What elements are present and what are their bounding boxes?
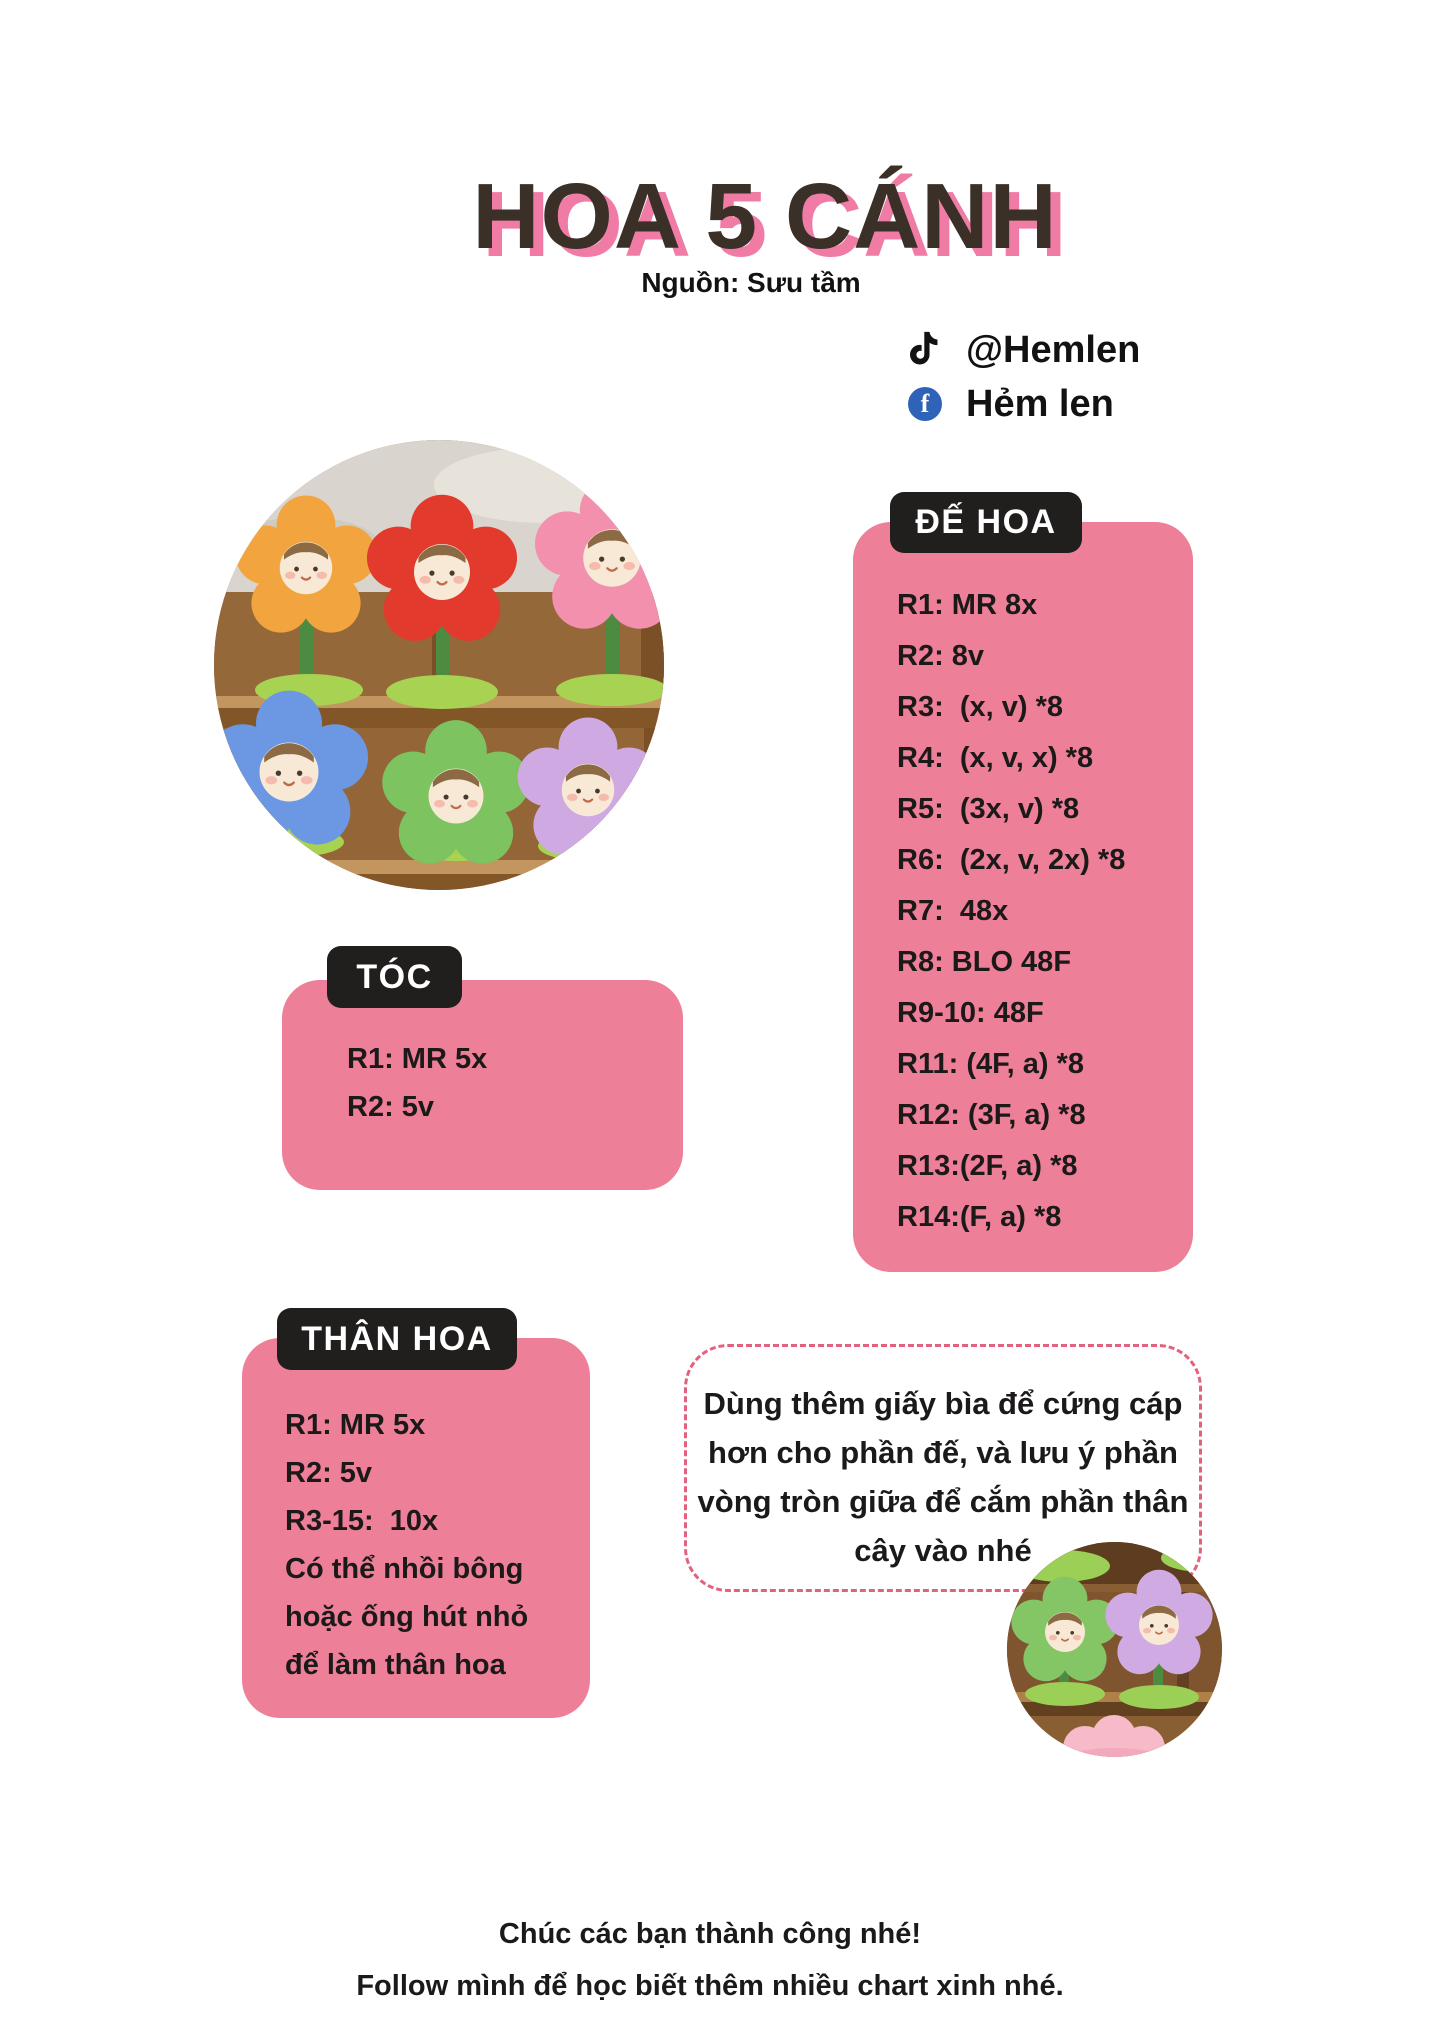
tiktok-icon	[908, 329, 942, 371]
section-header-than-hoa: THÂN HOA	[277, 1308, 517, 1370]
pattern-row: R13:(2F, a) *8	[897, 1150, 1078, 1182]
social-links	[908, 329, 1140, 425]
source-subtitle: Nguồn: Sưu tầm	[641, 267, 861, 298]
page-title: HOA 5 CÁNH	[472, 164, 1058, 268]
section-box-than-hoa	[242, 1338, 590, 1718]
tip-note-line: vòng tròn giữa để cắm phần thân	[697, 1484, 1189, 1519]
pattern-row: R1: MR 5x	[347, 1043, 488, 1075]
detail-photo-flower-dolls	[1007, 1542, 1222, 1757]
tip-note-text	[687, 1347, 1199, 1575]
pattern-row: để làm thân hoa	[285, 1649, 506, 1681]
pattern-row: R12: (3F, a) *8	[897, 1099, 1086, 1131]
pattern-row: R11: (4F, a) *8	[897, 1048, 1084, 1080]
pattern-row: R5: (3x, v) *8	[897, 793, 1080, 825]
pattern-row: R2: 8v	[897, 640, 985, 672]
facebook-row	[908, 383, 1140, 425]
tiktok-row	[908, 329, 1140, 371]
pattern-row: R9-10: 48F	[897, 997, 1044, 1029]
pattern-row: R8: BLO 48F	[897, 946, 1072, 978]
pattern-rows-than-hoa	[242, 1338, 590, 1689]
tip-note-line: Dùng thêm giấy bìa để cứng cáp	[703, 1386, 1183, 1421]
pattern-row: R4: (x, v, x) *8	[897, 742, 1094, 774]
pattern-row: R2: 5v	[347, 1091, 435, 1123]
pattern-row: R14:(F, a) *8	[897, 1201, 1062, 1233]
tip-note-line: cây vào nhé	[854, 1533, 1032, 1568]
pattern-rows-de-hoa	[853, 522, 1193, 1243]
pattern-row: R7: 48x	[897, 895, 1009, 927]
section-box-toc	[282, 980, 683, 1190]
pattern-row: R1: MR 5x	[285, 1409, 426, 1441]
pattern-row: R3-15: 10x	[285, 1505, 439, 1537]
section-header-de-hoa: ĐẾ HOA	[890, 492, 1082, 553]
pattern-row: R2: 5v	[285, 1457, 373, 1489]
pattern-row: R6: (2x, v, 2x) *8	[897, 844, 1126, 876]
pattern-row: R3: (x, v) *8	[897, 691, 1063, 723]
facebook-handle: Hẻm len	[966, 382, 1114, 425]
pattern-row: R1: MR 8x	[897, 589, 1038, 621]
tiktok-handle: @Hemlen	[966, 328, 1141, 371]
footer-line-2: Follow mình để học biết thêm nhiều chart xinh nhé.	[356, 1970, 1064, 2002]
footer-line-1: Chúc các bạn thành công nhé!	[498, 1918, 922, 1950]
section-header-toc: TÓC	[327, 946, 462, 1008]
pattern-row: hoặc ống hút nhỏ	[285, 1601, 529, 1633]
tip-note-line: hơn cho phần đế, và lưu ý phần	[708, 1435, 1178, 1470]
pattern-row: Có thể nhồi bông	[285, 1553, 524, 1585]
section-box-de-hoa	[853, 522, 1193, 1272]
main-photo-flower-dolls	[214, 440, 664, 890]
facebook-icon: f	[908, 387, 942, 421]
footer-message	[356, 1908, 1063, 2012]
